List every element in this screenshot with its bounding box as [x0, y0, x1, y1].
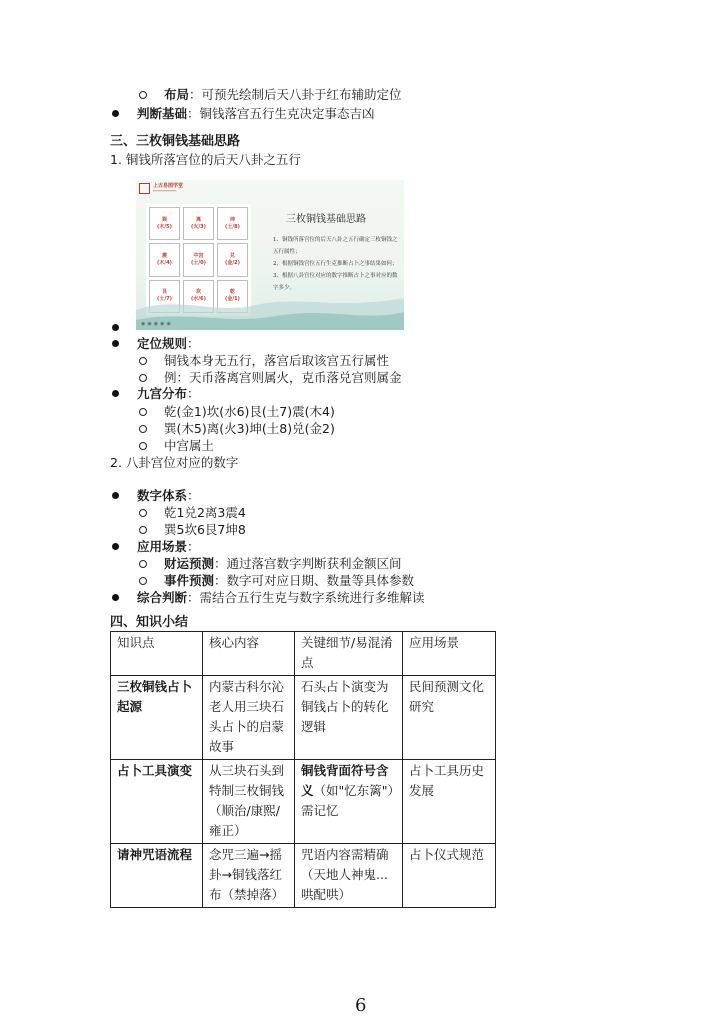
- bagua-cell-name: 坎: [195, 289, 201, 296]
- row-app: 民间预测文化研究: [403, 676, 496, 760]
- slide-title: 三枚铜钱基础思路: [286, 214, 366, 225]
- brand-logo-icon: [139, 183, 150, 194]
- nine-item-2: 巽(木5)离(火3)坤(土8)兑(金2): [164, 421, 335, 436]
- bullet-icon: [112, 110, 119, 117]
- num-heading: [137, 487, 200, 505]
- bagua-cell-element: (金/2): [225, 259, 240, 266]
- app-heading: [137, 538, 200, 556]
- bagua-cell-element: (金/1): [225, 296, 240, 303]
- slide-controls-icon: ◉◉◉◉◉: [141, 321, 173, 327]
- brand-sub-lines: ━━━━━━━━━━━━━: [153, 189, 177, 193]
- bullet-icon: [112, 594, 119, 601]
- combo-text: ：需结合五行生克与数字系统进行多维解读: [187, 590, 425, 605]
- circle-bullet-icon: [139, 408, 147, 416]
- num-item-2: 巽5坎6艮7坤8: [164, 522, 246, 537]
- section3-title: 三、三枚铜钱基础思路: [110, 134, 241, 149]
- num-label: 数字体系: [137, 488, 188, 503]
- table-row: [111, 844, 496, 908]
- rule-label: 定位规则: [137, 336, 188, 351]
- app-label: 应用场景: [137, 539, 188, 554]
- bagua-cell-name: 震: [161, 252, 167, 259]
- layout-label: 布局: [164, 87, 190, 102]
- event-text: ：数字可对应日期、数量等具体参数: [214, 573, 415, 588]
- row-detail: [295, 676, 403, 760]
- basis-label: 判断基础: [137, 106, 188, 121]
- rule-colon: ：: [187, 336, 200, 351]
- bagua-cell: [217, 207, 248, 240]
- num-item-1: 乾1兑2离3震4: [164, 505, 246, 520]
- layout-line: [164, 86, 402, 104]
- bagua-cell-name: 乾: [229, 289, 235, 296]
- rule-item-1: 铜钱本身无五行，落宫后取该宫五行属性: [164, 353, 390, 368]
- bagua-cell-name: 巽: [161, 216, 167, 223]
- circle-bullet-icon: [139, 374, 147, 382]
- row-core: 从三块石头到特制三枚铜钱（顺治/康熙/雍正）: [203, 760, 295, 844]
- app-colon: ：: [187, 539, 200, 554]
- circle-bullet-icon: [139, 577, 147, 585]
- section3-sub2: 2. 八卦宫位对应的数字: [110, 455, 239, 470]
- row-point: 三枚铜钱占卜起源: [111, 676, 203, 760]
- row-point: 占卜工具演变: [111, 760, 203, 844]
- event-label: 事件预测: [164, 573, 215, 588]
- fortune-line: [164, 555, 402, 573]
- rule-item-2: 例：天币落离宫则属火，克币落兑宫则属金: [164, 370, 402, 385]
- fortune-text: ：通过落宫数字判断获利金额区间: [214, 556, 402, 571]
- header-core: 核心内容: [203, 632, 295, 676]
- brand-name: 上古易图学堂: [153, 183, 184, 189]
- bagua-cell-element: (土/8): [225, 223, 240, 230]
- combo-label: 综合判断: [137, 590, 188, 605]
- layout-text: ：可预先绘制后天八卦于红布辅助定位: [189, 87, 402, 102]
- circle-bullet-icon: [139, 526, 147, 534]
- summary-table: [110, 631, 496, 908]
- bullet-icon: [112, 492, 119, 499]
- nine-item-3: 中宫属土: [164, 438, 215, 453]
- bullet-icon: [112, 390, 119, 397]
- circle-bullet-icon: [139, 357, 147, 365]
- bagua-cell-element: (木/4): [157, 259, 172, 266]
- row-detail-bold: 铜钱背面符号含义: [301, 763, 389, 798]
- bullet-icon: [112, 543, 119, 550]
- row-detail-text: 石头占卜演变为铜钱占卜的转化逻辑: [301, 679, 389, 734]
- fortune-label: 财运预测: [164, 556, 215, 571]
- bagua-cell-element: (木/5): [157, 223, 172, 230]
- slide-image: [136, 180, 404, 330]
- row-detail: [295, 844, 403, 908]
- nine-colon: ：: [187, 386, 200, 401]
- circle-bullet-icon: [139, 442, 147, 450]
- bullet-icon: [112, 324, 119, 331]
- bagua-cell: [149, 207, 180, 240]
- section3-sub1: 1. 铜钱所落宫位的后天八卦之五行: [110, 152, 301, 167]
- rule-heading: [137, 335, 200, 353]
- nine-heading: [137, 385, 200, 403]
- table-row: [111, 676, 496, 760]
- header-point: 知识点: [111, 632, 203, 676]
- event-line: [164, 572, 414, 590]
- header-detail: 关键细节/易混淆点: [295, 632, 403, 676]
- bagua-cell-name: 艮: [161, 289, 167, 296]
- bagua-cell-element: (土/0): [191, 259, 206, 266]
- circle-bullet-icon: [139, 425, 147, 433]
- row-detail-text: 咒语内容需精确（天地人神鬼...哄配哄）: [301, 847, 389, 902]
- num-colon: ：: [187, 488, 200, 503]
- slide-text: 1、铜钱所落宫位的后天八卦之五行确定三枚铜钱之五行属性； 2、根据铜钱宫位五行生克推断占卜之事结果如何； 3、根据八卦宫位对应的数字推断占卜之事对应的数字多少。: [273, 237, 398, 291]
- row-core: 内蒙古科尔沁老人用三块石头占卜的启蒙故事: [203, 676, 295, 760]
- row-core: 念咒三遍→摇卦→铜钱落红布（禁掉落）: [203, 844, 295, 908]
- bagua-cell-name: 坤: [229, 216, 235, 223]
- bagua-cell-name: 兑: [229, 252, 235, 259]
- nine-label: 九宫分布: [137, 386, 188, 401]
- table-row: [111, 760, 496, 844]
- bagua-cell-name: 中宫: [193, 252, 204, 259]
- circle-bullet-icon: [139, 509, 147, 517]
- row-point: 请神咒语流程: [111, 844, 203, 908]
- bagua-cell-element: (火/3): [191, 223, 206, 230]
- bagua-cell-element: (土/7): [157, 296, 172, 303]
- bullet-icon: [112, 340, 119, 347]
- basis-line: [137, 105, 375, 123]
- wave-decoration: [136, 270, 404, 330]
- combo-line: [137, 589, 425, 607]
- bagua-cell-element: (水/6): [191, 296, 206, 303]
- row-detail: [295, 760, 403, 844]
- nine-item-1: 乾(金1)坎(水6)艮(土7)震(木4): [164, 404, 335, 419]
- section4-title: 四、知识小结: [110, 615, 189, 630]
- row-app: 占卜工具历史发展: [403, 760, 496, 844]
- row-detail-text: （如"忆东篱"）需记忆: [301, 783, 394, 818]
- page-number: 6: [355, 995, 367, 1016]
- bagua-cell: [183, 207, 214, 240]
- circle-bullet-icon: [139, 91, 147, 99]
- bagua-cell-name: 离: [195, 216, 201, 223]
- header-app: 应用场景: [403, 632, 496, 676]
- circle-bullet-icon: [139, 560, 147, 568]
- table-header-row: [111, 632, 496, 676]
- basis-text: ：铜钱落宫五行生克决定事态吉凶: [187, 106, 375, 121]
- row-app: 占卜仪式规范: [403, 844, 496, 908]
